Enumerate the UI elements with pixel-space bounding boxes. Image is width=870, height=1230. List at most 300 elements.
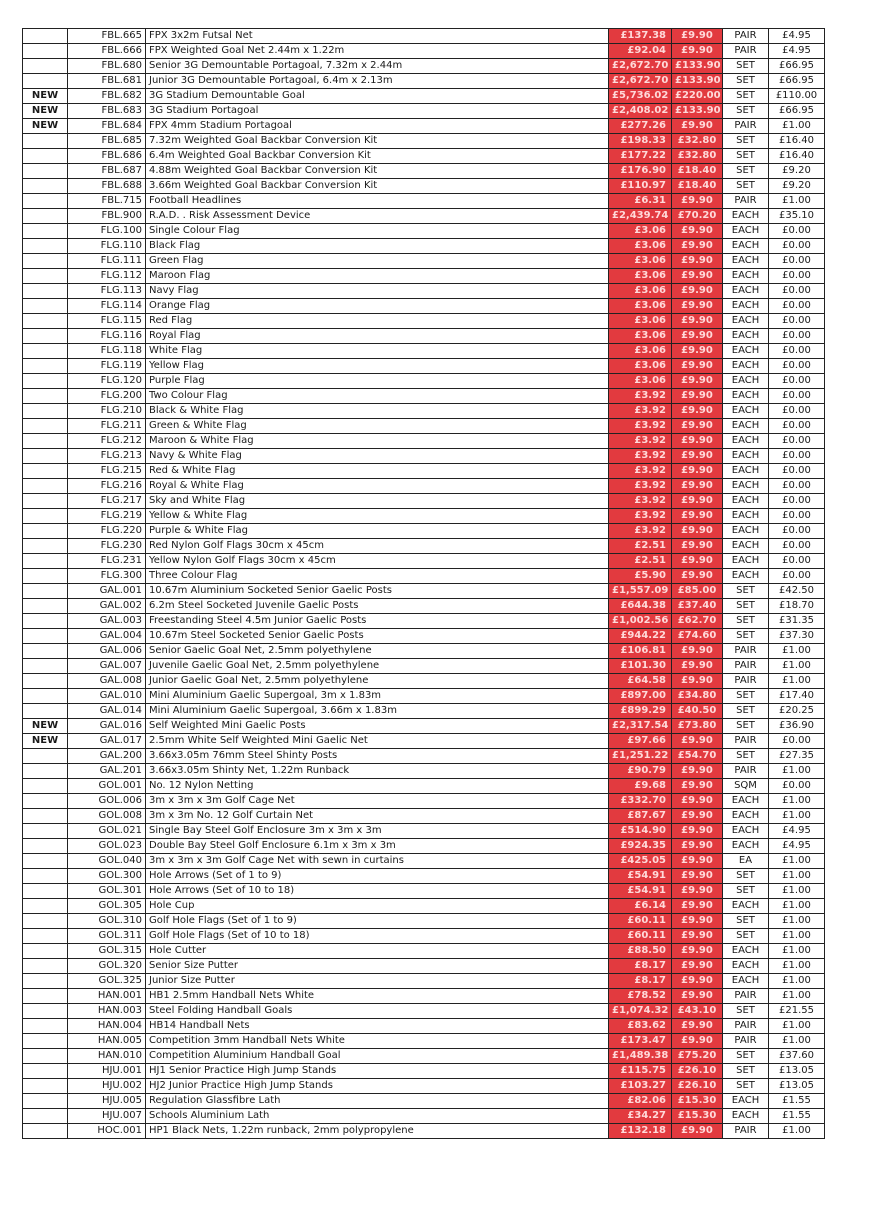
- surcharge: £1.00: [769, 854, 825, 869]
- product-code: GOL.300: [68, 869, 146, 884]
- unit-type: SET: [723, 869, 769, 884]
- product-description: 6.4m Weighted Goal Backbar Conversion Kit: [146, 149, 609, 164]
- delivery-charge: £133.90: [672, 59, 723, 74]
- product-code: FLG.118: [68, 344, 146, 359]
- product-description: 4.88m Weighted Goal Backbar Conversion Kit: [146, 164, 609, 179]
- table-row: [23, 569, 825, 584]
- unit-type: EACH: [723, 539, 769, 554]
- unit-price: £1,251.22: [609, 749, 672, 764]
- new-badge: [23, 569, 68, 584]
- unit-type: SET: [723, 1004, 769, 1019]
- delivery-charge: £9.90: [672, 1034, 723, 1049]
- product-description: 3.66x3.05m Shinty Net, 1.22m Runback: [146, 764, 609, 779]
- table-row: [23, 299, 825, 314]
- surcharge: £66.95: [769, 74, 825, 89]
- delivery-charge: £9.90: [672, 734, 723, 749]
- product-description: Black Flag: [146, 239, 609, 254]
- new-badge: [23, 704, 68, 719]
- unit-price: £644.38: [609, 599, 672, 614]
- unit-price: £3.92: [609, 449, 672, 464]
- new-badge: [23, 974, 68, 989]
- new-badge: [23, 1094, 68, 1109]
- unit-price: £177.22: [609, 149, 672, 164]
- unit-price: £514.90: [609, 824, 672, 839]
- product-code: FLG.116: [68, 329, 146, 344]
- surcharge: £0.00: [769, 374, 825, 389]
- table-row: [23, 974, 825, 989]
- surcharge: £110.00: [769, 89, 825, 104]
- table-row: [23, 539, 825, 554]
- unit-type: EACH: [723, 974, 769, 989]
- delivery-charge: £85.00: [672, 584, 723, 599]
- surcharge: £27.35: [769, 749, 825, 764]
- product-code: HJU.005: [68, 1094, 146, 1109]
- new-badge: [23, 824, 68, 839]
- delivery-charge: £9.90: [672, 974, 723, 989]
- new-badge: [23, 1079, 68, 1094]
- unit-type: SET: [723, 134, 769, 149]
- product-code: FLG.212: [68, 434, 146, 449]
- delivery-charge: £54.70: [672, 749, 723, 764]
- product-description: Senior 3G Demountable Portagoal, 7.32m x 2.44m: [146, 59, 609, 74]
- table-row: [23, 1109, 825, 1124]
- delivery-charge: £26.10: [672, 1079, 723, 1094]
- product-code: GOL.006: [68, 794, 146, 809]
- table-row: [23, 269, 825, 284]
- table-row: [23, 599, 825, 614]
- surcharge: £1.00: [769, 974, 825, 989]
- new-badge: [23, 779, 68, 794]
- product-code: GAL.001: [68, 584, 146, 599]
- delivery-charge: £9.90: [672, 929, 723, 944]
- table-row: [23, 434, 825, 449]
- product-description: Steel Folding Handball Goals: [146, 1004, 609, 1019]
- product-code: FLG.217: [68, 494, 146, 509]
- delivery-charge: £133.90: [672, 74, 723, 89]
- product-description: No. 12 Nylon Netting: [146, 779, 609, 794]
- new-badge: [23, 1004, 68, 1019]
- table-row: [23, 1124, 825, 1139]
- product-description: Three Colour Flag: [146, 569, 609, 584]
- new-badge: [23, 44, 68, 59]
- delivery-charge: £9.90: [672, 284, 723, 299]
- unit-type: SET: [723, 1064, 769, 1079]
- price-list-body: [23, 29, 825, 1139]
- new-badge: NEW: [23, 119, 68, 134]
- new-badge: [23, 239, 68, 254]
- unit-type: SET: [723, 74, 769, 89]
- delivery-charge: £9.90: [672, 764, 723, 779]
- unit-type: PAIR: [723, 44, 769, 59]
- surcharge: £0.00: [769, 299, 825, 314]
- product-description: Red Flag: [146, 314, 609, 329]
- table-row: [23, 1079, 825, 1094]
- new-badge: [23, 329, 68, 344]
- surcharge: £0.00: [769, 734, 825, 749]
- product-description: HB1 2.5mm Handball Nets White: [146, 989, 609, 1004]
- new-badge: [23, 659, 68, 674]
- surcharge: £1.00: [769, 659, 825, 674]
- table-row: [23, 239, 825, 254]
- unit-type: EACH: [723, 839, 769, 854]
- product-description: 10.67m Steel Socketed Senior Gaelic Posts: [146, 629, 609, 644]
- delivery-charge: £15.30: [672, 1109, 723, 1124]
- product-code: GAL.004: [68, 629, 146, 644]
- product-code: FLG.231: [68, 554, 146, 569]
- product-code: FLG.112: [68, 269, 146, 284]
- product-code: GOL.023: [68, 839, 146, 854]
- unit-type: EACH: [723, 824, 769, 839]
- delivery-charge: £9.90: [672, 554, 723, 569]
- delivery-charge: £9.90: [672, 374, 723, 389]
- surcharge: £31.35: [769, 614, 825, 629]
- unit-type: SET: [723, 914, 769, 929]
- new-badge: [23, 899, 68, 914]
- product-description: Junior Size Putter: [146, 974, 609, 989]
- unit-price: £1,489.38: [609, 1049, 672, 1064]
- delivery-charge: £9.90: [672, 479, 723, 494]
- surcharge: £1.00: [769, 1034, 825, 1049]
- unit-type: SET: [723, 689, 769, 704]
- product-code: FLG.210: [68, 404, 146, 419]
- table-row: [23, 344, 825, 359]
- product-code: FLG.200: [68, 389, 146, 404]
- table-row: [23, 929, 825, 944]
- surcharge: £0.00: [769, 449, 825, 464]
- surcharge: £37.30: [769, 629, 825, 644]
- table-row: [23, 89, 825, 104]
- unit-price: £3.92: [609, 464, 672, 479]
- unit-price: £97.66: [609, 734, 672, 749]
- unit-price: £3.06: [609, 359, 672, 374]
- surcharge: £1.00: [769, 794, 825, 809]
- surcharge: £21.55: [769, 1004, 825, 1019]
- product-description: Sky and White Flag: [146, 494, 609, 509]
- unit-type: EACH: [723, 1109, 769, 1124]
- product-code: FLG.230: [68, 539, 146, 554]
- product-code: GOL.311: [68, 929, 146, 944]
- delivery-charge: £9.90: [672, 269, 723, 284]
- unit-type: SET: [723, 704, 769, 719]
- surcharge: £17.40: [769, 689, 825, 704]
- new-badge: [23, 59, 68, 74]
- unit-type: SET: [723, 749, 769, 764]
- surcharge: £0.00: [769, 539, 825, 554]
- product-code: FLG.115: [68, 314, 146, 329]
- product-code: HJU.007: [68, 1109, 146, 1124]
- delivery-charge: £32.80: [672, 149, 723, 164]
- table-row: [23, 899, 825, 914]
- surcharge: £4.95: [769, 824, 825, 839]
- unit-price: £944.22: [609, 629, 672, 644]
- surcharge: £42.50: [769, 584, 825, 599]
- new-badge: NEW: [23, 104, 68, 119]
- unit-price: £2,672.70: [609, 74, 672, 89]
- price-list-table: [22, 28, 825, 1139]
- new-badge: [23, 914, 68, 929]
- unit-price: £8.17: [609, 974, 672, 989]
- unit-price: £3.06: [609, 239, 672, 254]
- product-description: 3G Stadium Portagoal: [146, 104, 609, 119]
- product-description: White Flag: [146, 344, 609, 359]
- new-badge: [23, 269, 68, 284]
- surcharge: £1.55: [769, 1109, 825, 1124]
- table-row: [23, 854, 825, 869]
- unit-type: SET: [723, 89, 769, 104]
- table-row: [23, 44, 825, 59]
- new-badge: [23, 464, 68, 479]
- unit-type: EACH: [723, 479, 769, 494]
- unit-type: SET: [723, 59, 769, 74]
- table-row: [23, 194, 825, 209]
- unit-price: £2.51: [609, 554, 672, 569]
- delivery-charge: £9.90: [672, 824, 723, 839]
- delivery-charge: £73.80: [672, 719, 723, 734]
- delivery-charge: £9.90: [672, 359, 723, 374]
- unit-type: EA: [723, 854, 769, 869]
- product-description: HJ2 Junior Practice High Jump Stands: [146, 1079, 609, 1094]
- product-description: Football Headlines: [146, 194, 609, 209]
- product-code: GAL.007: [68, 659, 146, 674]
- unit-type: PAIR: [723, 644, 769, 659]
- product-description: Green & White Flag: [146, 419, 609, 434]
- surcharge: £1.00: [769, 674, 825, 689]
- unit-price: £3.92: [609, 479, 672, 494]
- product-code: FBL.685: [68, 134, 146, 149]
- surcharge: £1.00: [769, 869, 825, 884]
- table-row: [23, 404, 825, 419]
- product-description: Purple & White Flag: [146, 524, 609, 539]
- product-code: FLG.113: [68, 284, 146, 299]
- new-badge: NEW: [23, 734, 68, 749]
- product-description: Yellow & White Flag: [146, 509, 609, 524]
- delivery-charge: £70.20: [672, 209, 723, 224]
- surcharge: £4.95: [769, 44, 825, 59]
- unit-type: EACH: [723, 464, 769, 479]
- unit-type: EACH: [723, 419, 769, 434]
- unit-type: PAIR: [723, 764, 769, 779]
- surcharge: £4.95: [769, 839, 825, 854]
- product-description: Navy & White Flag: [146, 449, 609, 464]
- unit-type: SET: [723, 149, 769, 164]
- unit-type: EACH: [723, 959, 769, 974]
- unit-type: SET: [723, 164, 769, 179]
- delivery-charge: £9.90: [672, 644, 723, 659]
- product-code: FLG.215: [68, 464, 146, 479]
- table-row: [23, 509, 825, 524]
- product-code: FLG.220: [68, 524, 146, 539]
- unit-price: £2,317.54: [609, 719, 672, 734]
- unit-price: £176.90: [609, 164, 672, 179]
- product-code: GAL.010: [68, 689, 146, 704]
- surcharge: £0.00: [769, 569, 825, 584]
- delivery-charge: £133.90: [672, 104, 723, 119]
- unit-price: £3.92: [609, 389, 672, 404]
- unit-type: EACH: [723, 449, 769, 464]
- product-description: 3.66m Weighted Goal Backbar Conversion Kit: [146, 179, 609, 194]
- delivery-charge: £9.90: [672, 299, 723, 314]
- product-description: 3G Stadium Demountable Goal: [146, 89, 609, 104]
- unit-type: EACH: [723, 269, 769, 284]
- table-row: [23, 989, 825, 1004]
- product-code: GAL.016: [68, 719, 146, 734]
- delivery-charge: £9.90: [672, 449, 723, 464]
- product-code: FBL.682: [68, 89, 146, 104]
- product-description: Navy Flag: [146, 284, 609, 299]
- product-code: GOL.301: [68, 884, 146, 899]
- unit-type: EACH: [723, 404, 769, 419]
- table-row: [23, 494, 825, 509]
- product-code: GOL.040: [68, 854, 146, 869]
- surcharge: £0.00: [769, 464, 825, 479]
- unit-price: £2,408.02: [609, 104, 672, 119]
- new-badge: [23, 1109, 68, 1124]
- product-code: GOL.021: [68, 824, 146, 839]
- product-description: Double Bay Steel Golf Enclosure 6.1m x 3m x 3m: [146, 839, 609, 854]
- delivery-charge: £9.90: [672, 314, 723, 329]
- table-row: [23, 674, 825, 689]
- unit-price: £54.91: [609, 869, 672, 884]
- new-badge: [23, 494, 68, 509]
- surcharge: £0.00: [769, 314, 825, 329]
- unit-type: SET: [723, 104, 769, 119]
- product-description: Black & White Flag: [146, 404, 609, 419]
- product-code: FLG.110: [68, 239, 146, 254]
- unit-price: £425.05: [609, 854, 672, 869]
- product-description: 3m x 3m x 3m Golf Cage Net with sewn in curtains: [146, 854, 609, 869]
- unit-type: EACH: [723, 389, 769, 404]
- table-row: [23, 1049, 825, 1064]
- product-code: GAL.017: [68, 734, 146, 749]
- delivery-charge: £9.90: [672, 1019, 723, 1034]
- new-badge: [23, 854, 68, 869]
- surcharge: £1.00: [769, 884, 825, 899]
- table-row: [23, 689, 825, 704]
- new-badge: [23, 809, 68, 824]
- new-badge: [23, 884, 68, 899]
- product-description: FPX 4mm Stadium Portagoal: [146, 119, 609, 134]
- product-code: GAL.003: [68, 614, 146, 629]
- delivery-charge: £9.90: [672, 194, 723, 209]
- table-row: [23, 1034, 825, 1049]
- unit-price: £82.06: [609, 1094, 672, 1109]
- delivery-charge: £37.40: [672, 599, 723, 614]
- product-description: FPX 3x2m Futsal Net: [146, 29, 609, 44]
- delivery-charge: £15.30: [672, 1094, 723, 1109]
- new-badge: NEW: [23, 89, 68, 104]
- surcharge: £13.05: [769, 1064, 825, 1079]
- unit-type: EACH: [723, 209, 769, 224]
- unit-type: PAIR: [723, 194, 769, 209]
- new-badge: [23, 749, 68, 764]
- unit-price: £3.06: [609, 329, 672, 344]
- new-badge: [23, 134, 68, 149]
- surcharge: £0.00: [769, 779, 825, 794]
- unit-price: £6.31: [609, 194, 672, 209]
- product-code: HJU.002: [68, 1079, 146, 1094]
- product-description: Schools Aluminium Lath: [146, 1109, 609, 1124]
- surcharge: £0.00: [769, 344, 825, 359]
- product-code: FBL.715: [68, 194, 146, 209]
- surcharge: £0.00: [769, 554, 825, 569]
- delivery-charge: £9.90: [672, 884, 723, 899]
- unit-price: £9.68: [609, 779, 672, 794]
- product-description: Juvenile Gaelic Goal Net, 2.5mm polyethylene: [146, 659, 609, 674]
- product-description: 7.32m Weighted Goal Backbar Conversion Kit: [146, 134, 609, 149]
- new-badge: [23, 164, 68, 179]
- unit-type: SET: [723, 719, 769, 734]
- unit-price: £6.14: [609, 899, 672, 914]
- delivery-charge: £9.90: [672, 839, 723, 854]
- surcharge: £1.00: [769, 644, 825, 659]
- surcharge: £0.00: [769, 479, 825, 494]
- product-code: FLG.219: [68, 509, 146, 524]
- new-badge: [23, 674, 68, 689]
- table-row: [23, 1004, 825, 1019]
- delivery-charge: £26.10: [672, 1064, 723, 1079]
- unit-price: £5,736.02: [609, 89, 672, 104]
- new-badge: [23, 614, 68, 629]
- unit-price: £8.17: [609, 959, 672, 974]
- new-badge: [23, 344, 68, 359]
- unit-price: £34.27: [609, 1109, 672, 1124]
- table-row: [23, 914, 825, 929]
- new-badge: [23, 989, 68, 1004]
- new-badge: [23, 689, 68, 704]
- product-description: 3.66x3.05m 76mm Steel Shinty Posts: [146, 749, 609, 764]
- surcharge: £1.00: [769, 764, 825, 779]
- product-description: Mini Aluminium Gaelic Supergoal, 3m x 1.83m: [146, 689, 609, 704]
- table-row: [23, 644, 825, 659]
- product-code: FBL.688: [68, 179, 146, 194]
- new-badge: [23, 644, 68, 659]
- unit-type: PAIR: [723, 989, 769, 1004]
- table-row: [23, 614, 825, 629]
- delivery-charge: £9.90: [672, 419, 723, 434]
- product-code: GOL.008: [68, 809, 146, 824]
- new-badge: [23, 629, 68, 644]
- table-row: [23, 179, 825, 194]
- delivery-charge: £9.90: [672, 119, 723, 134]
- unit-price: £87.67: [609, 809, 672, 824]
- delivery-charge: £9.90: [672, 494, 723, 509]
- delivery-charge: £32.80: [672, 134, 723, 149]
- surcharge: £0.00: [769, 284, 825, 299]
- product-code: FBL.665: [68, 29, 146, 44]
- delivery-charge: £75.20: [672, 1049, 723, 1064]
- new-badge: [23, 944, 68, 959]
- product-description: Yellow Nylon Golf Flags 30cm x 45cm: [146, 554, 609, 569]
- unit-type: PAIR: [723, 659, 769, 674]
- table-row: [23, 1094, 825, 1109]
- surcharge: £1.55: [769, 1094, 825, 1109]
- product-code: HJU.001: [68, 1064, 146, 1079]
- new-badge: [23, 764, 68, 779]
- unit-price: £103.27: [609, 1079, 672, 1094]
- table-row: [23, 74, 825, 89]
- table-row: [23, 764, 825, 779]
- delivery-charge: £9.90: [672, 344, 723, 359]
- product-description: 2.5mm White Self Weighted Mini Gaelic Net: [146, 734, 609, 749]
- surcharge: £0.00: [769, 254, 825, 269]
- product-code: FLG.213: [68, 449, 146, 464]
- product-description: Junior Gaelic Goal Net, 2.5mm polyethylene: [146, 674, 609, 689]
- product-description: Senior Size Putter: [146, 959, 609, 974]
- unit-price: £92.04: [609, 44, 672, 59]
- table-row: [23, 719, 825, 734]
- delivery-charge: £9.90: [672, 224, 723, 239]
- surcharge: £1.00: [769, 929, 825, 944]
